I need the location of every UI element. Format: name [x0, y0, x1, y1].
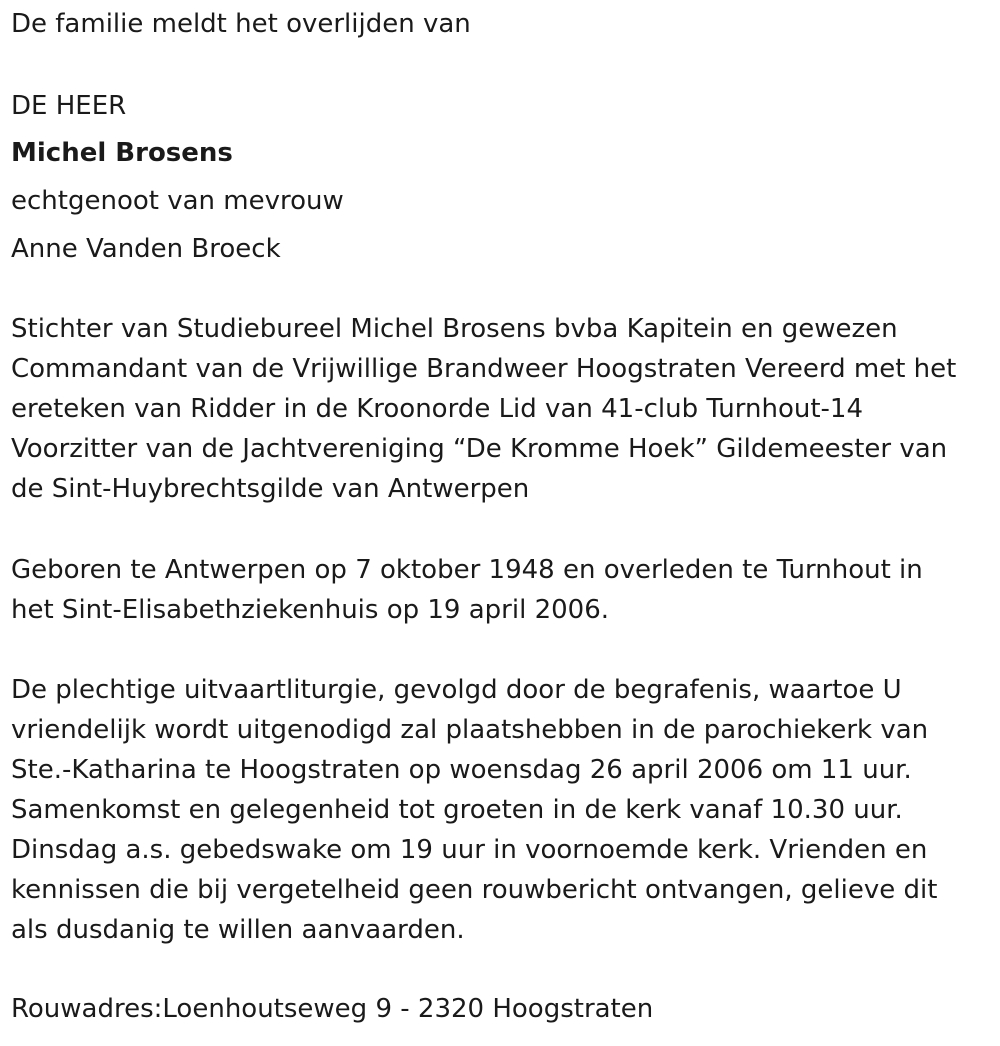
funeral-line: De plechtige uitvaartliturgie, gevolgd door de begrafenis, waartoe U — [11, 675, 902, 705]
birth-death-paragraph — [11, 550, 923, 630]
funeral-line: Ste.-Katharina te Hoogstraten op woensdag 26 april 2006 om 11 uur. — [11, 755, 912, 785]
deceased-name: Michel Brosens — [11, 138, 233, 168]
spouse-line: echtgenoot van mevrouw — [11, 186, 344, 216]
spouse-name: Anne Vanden Broeck — [11, 234, 281, 264]
funeral-line: Samenkomst en gelegenheid tot groeten in de kerk vanaf 10.30 uur. — [11, 795, 903, 825]
mourning-address: Rouwadres:Loenhoutseweg 9 - 2320 Hoogstraten — [11, 994, 654, 1024]
birth-death-line: Geboren te Antwerpen op 7 oktober 1948 en overleden te Turnhout in — [11, 555, 923, 585]
biography-line: de Sint-Huybrechtsgilde van Antwerpen — [11, 474, 530, 504]
intro-text: De familie meldt het overlijden van — [11, 9, 471, 39]
biography-line: Commandant van de Vrijwillige Brandweer Hoogstraten Vereerd met het — [11, 354, 957, 384]
funeral-line: als dusdanig te willen aanvaarden. — [11, 915, 465, 945]
biography-line: ereteken van Ridder in de Kroonorde Lid van 41-club Turnhout-14 — [11, 394, 863, 424]
biography-line: Voorzitter van de Jachtvereniging “De Kromme Hoek” Gildemeester van — [11, 434, 948, 464]
funeral-line: Dinsdag a.s. gebedswake om 19 uur in voornoemde kerk. Vrienden en — [11, 835, 928, 865]
biography-paragraph — [11, 309, 956, 509]
funeral-line: kennissen die bij vergetelheid geen rouwbericht ontvangen, gelieve dit — [11, 875, 938, 905]
salutation: DE HEER — [11, 91, 127, 121]
birth-death-line: het Sint-Elisabethziekenhuis op 19 april 2006. — [11, 595, 609, 625]
biography-line: Stichter van Studiebureel Michel Brosens bvba Kapitein en gewezen — [11, 314, 898, 344]
funeral-line: vriendelijk wordt uitgenodigd zal plaatshebben in de parochiekerk van — [11, 715, 929, 745]
funeral-paragraph — [11, 670, 937, 950]
